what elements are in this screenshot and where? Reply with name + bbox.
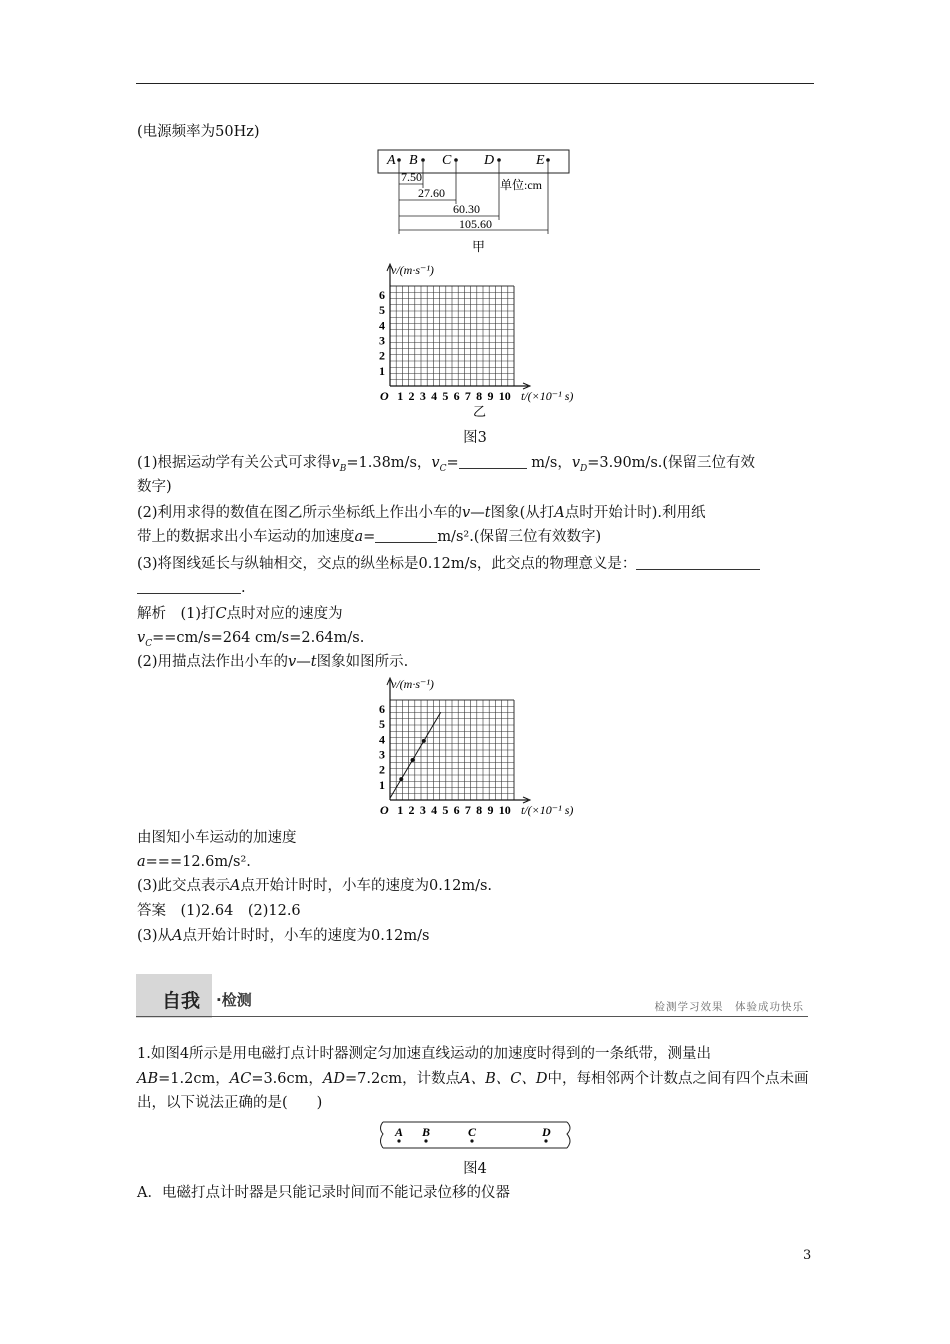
y-tick-label: 5 <box>379 303 385 318</box>
option-a[interactable]: A．电磁打点计时器是只能记录时间而不能记录位移的仪器 <box>137 1185 510 1201</box>
tape-figure <box>375 148 615 258</box>
tape4-label-a: A <box>395 1125 404 1139</box>
question-3-line: (3)将图线延长与纵轴相交，交点的纵坐标是0.12m/s，此交点的物理意义是： <box>137 553 760 575</box>
x-tick-label: 2 <box>408 803 415 817</box>
x-tick-label: 8 <box>476 803 483 817</box>
question-2-line: (2)利用求得的数值在图乙所示坐标纸上作出小车的v—t图象(从打A点时开始计时).利用纸 <box>137 505 706 521</box>
origin: O <box>380 803 389 817</box>
x-tick-label: 3 <box>419 803 426 817</box>
point-label-c: C <box>442 153 452 168</box>
answer-blank-a[interactable] <box>375 528 437 543</box>
y-tick-label: 6 <box>379 288 385 303</box>
problem-1-line-2: AB=1.2cm，AC=3.6cm，AD=7.2cm，计数点A、B、C、D中，每相邻两个计数点之间有四个点未画 <box>137 1071 809 1087</box>
y-tick-label: 6 <box>379 702 385 717</box>
point-label-a: A <box>387 153 396 168</box>
analysis-1: 解析 (1)打C点时对应的速度为 <box>137 606 343 622</box>
data-point <box>422 739 426 743</box>
ylabel: v/(m·s⁻¹) <box>391 677 434 691</box>
question-1-line-2: 数字) <box>137 479 172 495</box>
question-3-line-2: . <box>137 577 246 599</box>
y-tick-label: 5 <box>379 717 385 732</box>
problem-1-line-1: 1.如图4所示是用电磁打点计时器测定匀加速直线运动的加速度时得到的一条纸带，测量出 <box>137 1046 712 1062</box>
answer-blank-meaning-2[interactable] <box>137 579 241 594</box>
x-tick-label: 1 <box>397 389 404 403</box>
analysis-4: 由图知小车运动的加速度 <box>137 830 297 846</box>
tape-points <box>386 153 550 168</box>
intro-line: (电源频率为50Hz) <box>137 124 260 140</box>
x-tick-label: 10 <box>498 389 511 403</box>
section-banner <box>136 974 808 1018</box>
grid-lines <box>387 678 530 803</box>
problem-1-line-3: 出，以下说法正确的是( ) <box>137 1095 323 1111</box>
x-tick-label: 3 <box>419 389 426 403</box>
answer-blank-vc[interactable] <box>459 454 527 469</box>
tape4-label-b: B <box>422 1125 431 1139</box>
x-tick-label: 7 <box>464 803 471 817</box>
answer-blank-meaning[interactable] <box>636 555 760 570</box>
tape4-point-a <box>397 1139 400 1142</box>
x-tick-label: 6 <box>453 389 460 403</box>
x-tick-label: 1 <box>397 803 404 817</box>
y-tick-label: 2 <box>379 348 385 363</box>
x-tick-label: 10 <box>498 803 511 817</box>
answer-line-1: 答案 (1)2.64 (2)12.6 <box>137 903 301 919</box>
data-point <box>399 777 403 781</box>
point-label-e: E <box>536 153 545 168</box>
analysis-5: a===12.6m/s². <box>137 854 251 870</box>
x-tick-label: 2 <box>408 389 415 403</box>
banner-subtitle: ·检测 <box>216 991 252 1009</box>
caption-jia: 甲 <box>472 239 486 254</box>
y-tick-label: 4 <box>379 732 385 747</box>
point-label-d: D <box>484 153 495 168</box>
dist-ac: 27.60 <box>418 186 445 200</box>
tape4-label-d: D <box>542 1125 551 1139</box>
x-tick-label: 6 <box>453 803 460 817</box>
y-tick-label: 1 <box>379 777 385 792</box>
analysis-3: (2)用描点法作出小车的v—t图象如图所示. <box>137 654 409 670</box>
x-tick-label: 4 <box>431 389 438 403</box>
banner-rule <box>136 1016 808 1017</box>
banner-slogan: 检测学习效果 体验成功快乐 <box>654 1001 804 1013</box>
xlabel: t/(×10⁻¹ s) <box>521 803 574 817</box>
banner-title: 自我 <box>162 990 201 1012</box>
question-1-line: (1)根据运动学有关公式可求得$v_B=1.38m/s$，$v_C= m/s$，$v_D=3.90m/s$.(保留三位有效 <box>137 455 756 474</box>
question-2-line-2: 带上的数据求出小车运动的加速度a= m/s².(保留三位有效数字) <box>137 529 602 545</box>
tape4-figure <box>377 1120 577 1152</box>
x-tick-label: 7 <box>464 389 471 403</box>
x-tick-label: 4 <box>431 803 438 817</box>
x-tick-label: 9 <box>487 389 494 403</box>
x-tick-label: 5 <box>442 803 449 817</box>
page-number: 3 <box>803 1248 812 1263</box>
y-tick-label: 4 <box>379 318 385 333</box>
y-tick-label: 3 <box>379 747 385 762</box>
grid-lines <box>387 264 530 389</box>
ylabel: v/(m·s⁻¹) <box>391 263 434 277</box>
unit-label: 单位:cm <box>500 178 542 192</box>
tape4-point-d <box>544 1139 547 1142</box>
dist-ae: 105.60 <box>459 217 492 231</box>
analysis-2: $v_C==cm/s=264$ cm/s=2.64m/s. <box>137 630 365 649</box>
x-tick-label: 9 <box>487 803 494 817</box>
x-tick-label: 5 <box>442 389 449 403</box>
fig4-caption: 图4 <box>463 1161 487 1177</box>
dist-ad: 60.30 <box>453 202 480 216</box>
x-tick-label: 8 <box>476 389 483 403</box>
tape4-point-b <box>424 1139 427 1142</box>
point-label-b: B <box>409 153 418 168</box>
tape4-label-c: C <box>468 1125 477 1139</box>
y-tick-label: 3 <box>379 333 385 348</box>
tape4-point-c <box>470 1139 473 1142</box>
dist-ab: 7.50 <box>401 170 422 184</box>
grid-empty <box>370 262 590 419</box>
xlabel: t/(×10⁻¹ s) <box>521 389 574 403</box>
answer-line-2: (3)从A点开始计时时，小车的速度为0.12m/s <box>137 928 430 944</box>
y-tick-label: 1 <box>379 363 385 378</box>
analysis-6: (3)此交点表示A点开始计时时，小车的速度为0.12m/s. <box>137 878 493 894</box>
origin: O <box>380 389 389 403</box>
grid-answer <box>370 676 590 821</box>
y-tick-label: 2 <box>379 762 385 777</box>
caption-yi: 乙 <box>473 404 487 419</box>
data-point <box>411 758 415 762</box>
header-rule <box>136 83 814 84</box>
fig3-caption: 图3 <box>463 430 487 446</box>
